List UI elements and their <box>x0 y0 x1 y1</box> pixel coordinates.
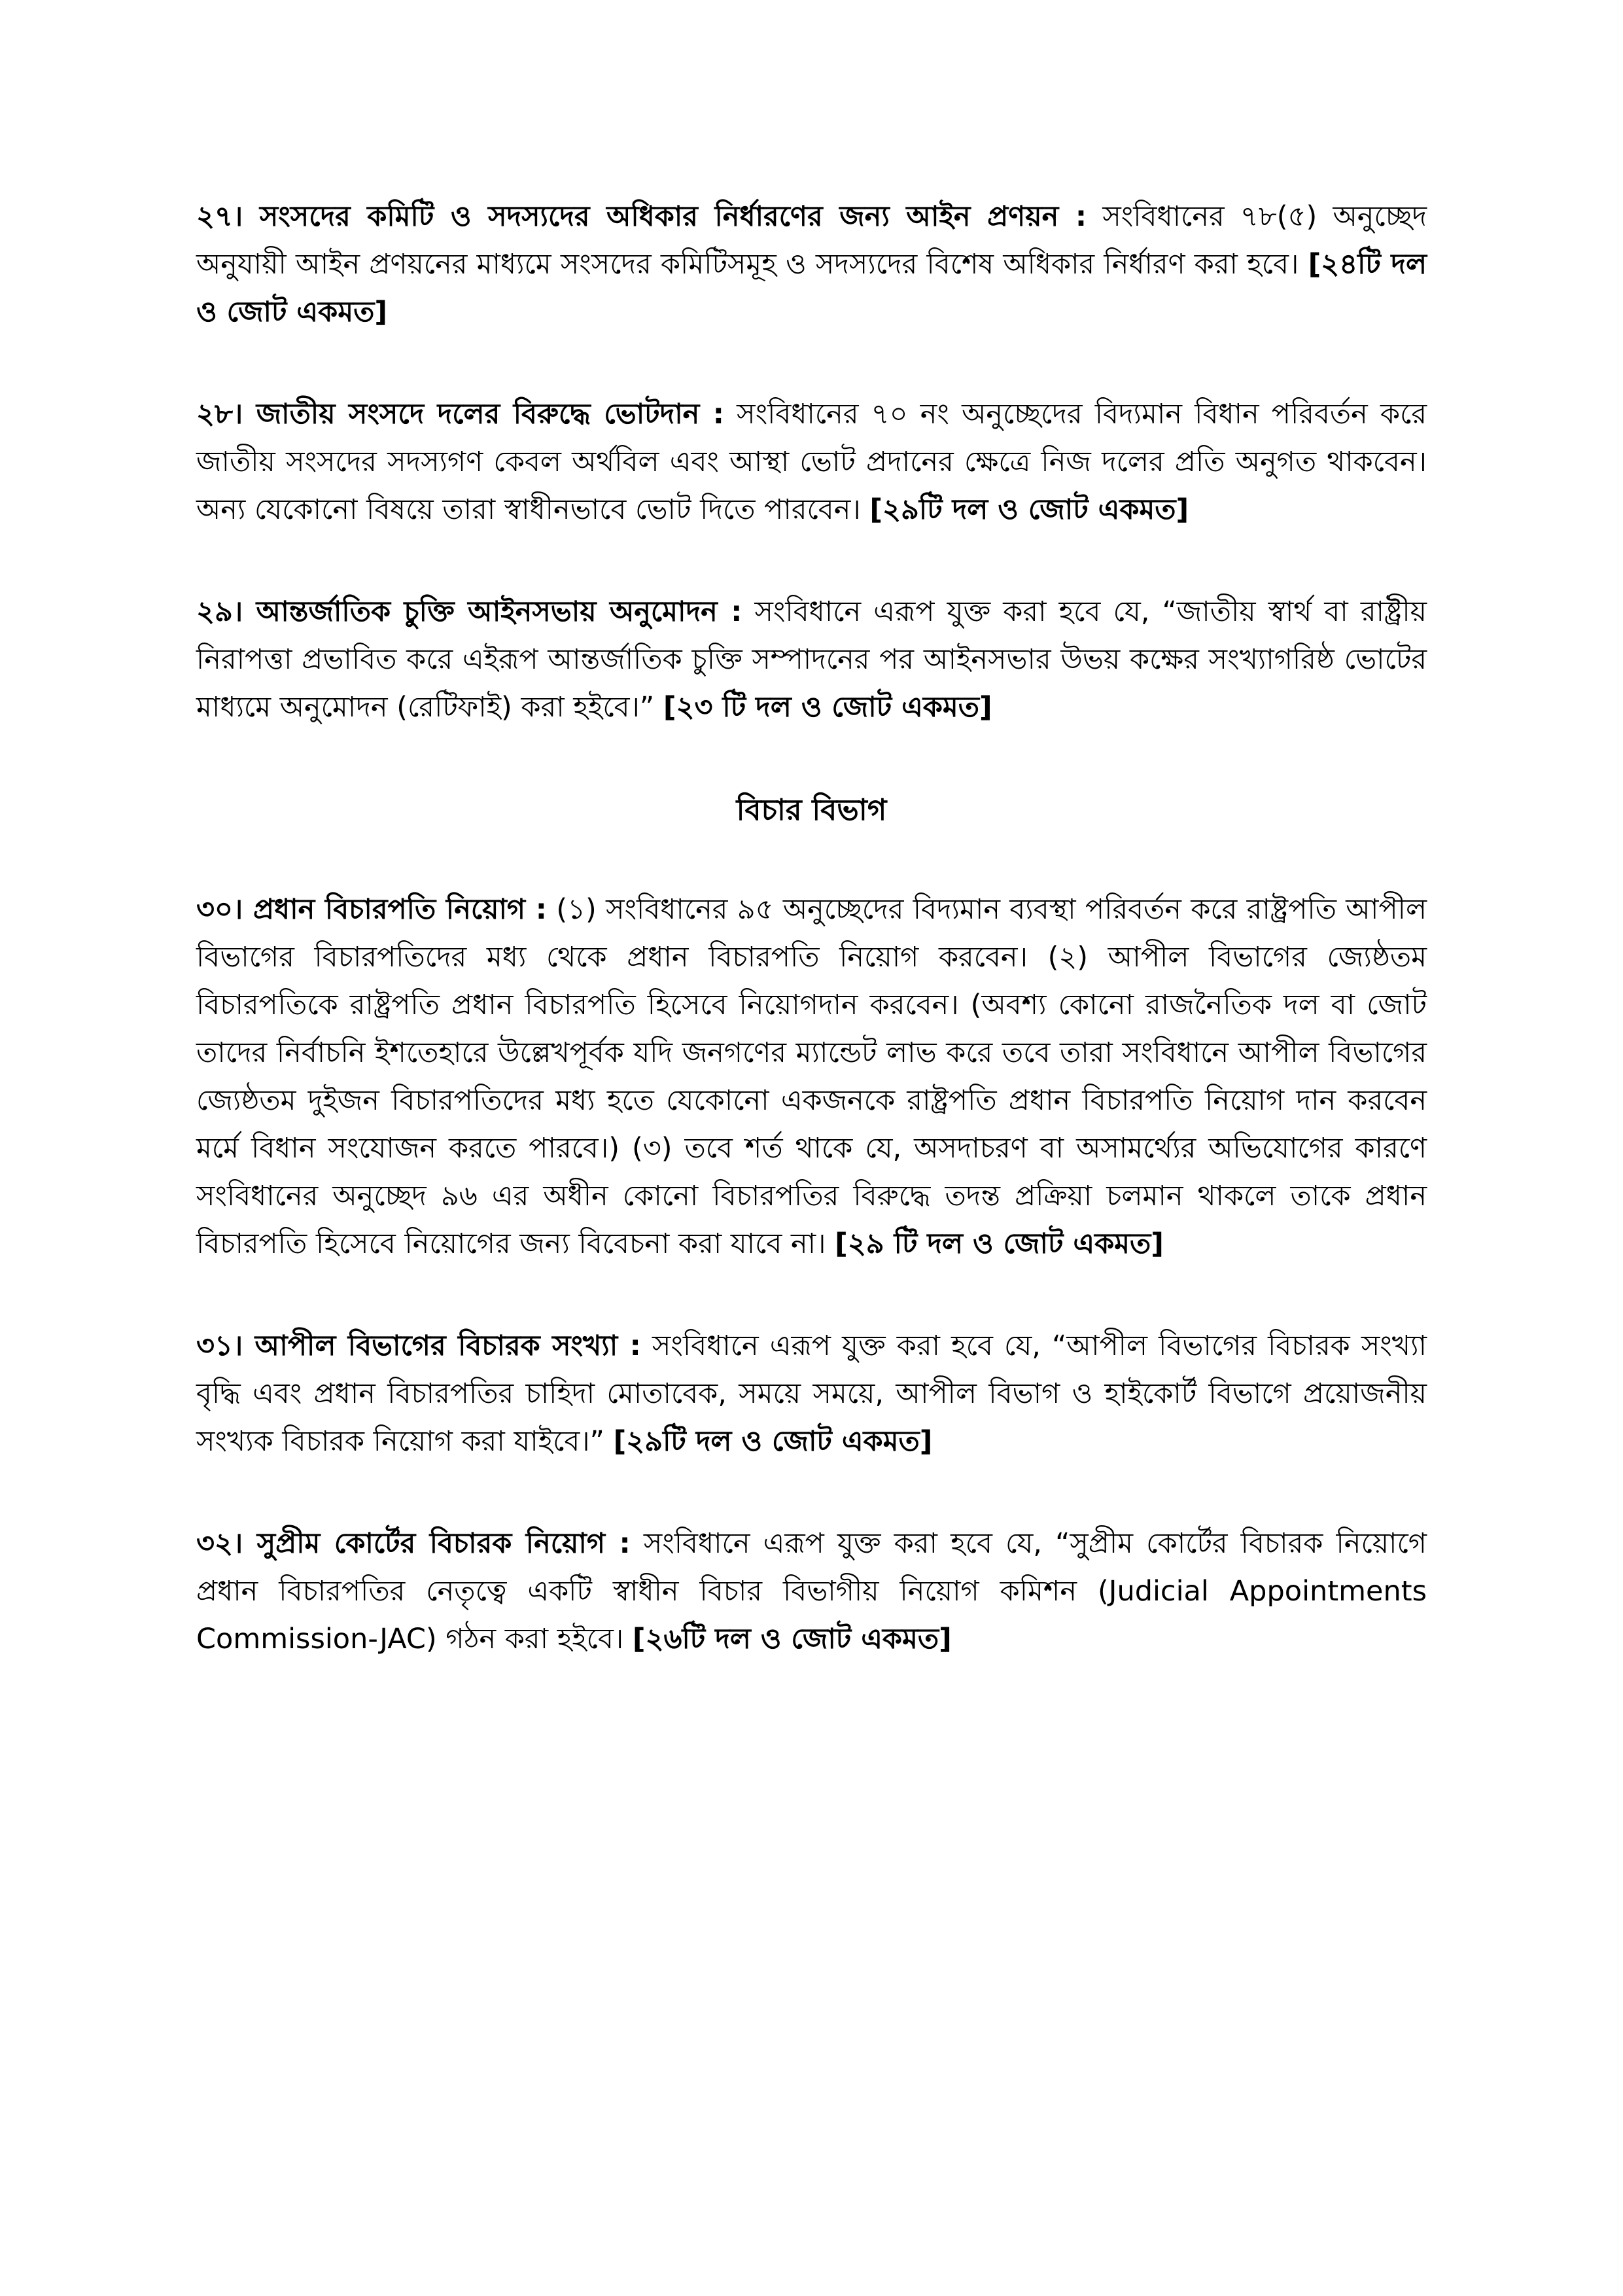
consensus-tag: [২৩ টি দল ও জোট একমত] <box>663 691 992 724</box>
clause-body: (১) সংবিধানের ৯৫ অনুচ্ছেদের বিদ্যমান ব্যবস্থা পরিবর্তন করে রাষ্ট্রপতি আপীল বিভাগের বিচারপতিদের মধ্য থেকে প্রধান বিচারপতি নিয়োগ করবেন। (২) আপীল বিভাগের জ্যেষ্ঠতম বিচারপতিকে রাষ্ট্রপতি প্রধান বিচারপতি হিসেবে নিয়োগদান করবেন। (অবশ্য কোনো রাজনৈতিক দল বা জোট তাদের নির্বাচনি ইশতেহারে উল্লেখপূর্বক যদি জনগণের ম্যান্ডেট লাভ করে তবে তারা সংবিধানে আপীল বিভাগের জ্যেষ্ঠতম দুইজন বিচারপতিদের মধ্য হতে যেকোনো একজনকে রাষ্ট্রপতি প্রধান বিচারপতি নিয়োগ দান করবেন মর্মে বিধান সংযোজন করতে পারবে।) (৩) তবে শর্ত থাকে যে, অসদাচরণ বা অসামর্থ্যের অভিযোগের কারণে সংবিধানের অনুচ্ছেদ ৯৬ এর অধীন কোনো বিচারপতির বিরুদ্ধে তদন্ত প্রক্রিয়া চলমান থাকলে তাকে প্রধান বিচারপতি হিসেবে নিয়োগের জন্য বিবেচনা করা যাবে না। <box>196 893 1427 1260</box>
clause-title: ৩২। সুপ্রীম কোর্টের বিচারক নিয়োগ : <box>196 1527 631 1560</box>
consensus-tag: [২৯টি দল ও জোট একমত] <box>613 1425 933 1458</box>
consensus-tag: [২৯টি দল ও জোট একমত] <box>869 493 1189 526</box>
consensus-tag: [২৬টি দল ও জোট একমত] <box>632 1623 952 1655</box>
clause-body: সংবিধানে এরূপ যুক্ত করা হবে যে, “আপীল বিভাগের বিচারক সংখ্যা বৃদ্ধি এবং প্রধান বিচারপতির চাহিদা মোতাবেক, সময়ে সময়ে, আপীল বিভাগ ও হাইকোর্ট বিভাগে প্রয়োজনীয় সংখ্যক বিচারক নিয়োগ করা যাইবে।” <box>196 1330 1427 1458</box>
section-heading-judiciary: বিচার বিভাগ <box>736 792 887 827</box>
clause-title: ৩০। প্রধান বিচারপতি নিয়োগ : <box>196 893 547 926</box>
clause-body: সংবিধানের ৭৮(৫) অনুচ্ছেদ অনুযায়ী আইন প্রণয়নের মাধ্যমে সংসদের কমিটিসমূহ ও সদস্যদের বিশেষ অধিকার নির্ধারণ করা হবে। <box>196 200 1427 281</box>
consensus-tag: [২৪টি দল ও জোট একমত] <box>196 248 1427 328</box>
clause-28 <box>196 391 1427 534</box>
clause-body: সংবিধানে এরূপ যুক্ত করা হবে যে, “জাতীয় স্বার্থ বা রাষ্ট্রীয় নিরাপত্তা প্রভাবিত করে এইরূপ আন্তর্জাতিক চুক্তি সম্পাদনের পর আইনসভার উভয় কক্ষের সংখ্যাগরিষ্ঠ ভোটের মাধ্যমে অনুমোদন (রেটিফাই) করা হইবে।” <box>196 595 1427 724</box>
clause-title: ২৯। আন্তর্জাতিক চুক্তি আইনসভায় অনুমোদন : <box>196 595 742 628</box>
clause-31 <box>196 1322 1427 1466</box>
clause-30 <box>196 886 1427 1268</box>
clause-27 <box>196 193 1427 336</box>
document-page <box>196 193 1427 1718</box>
clause-body: সংবিধানের ৭০ নং অনুচ্ছেদের বিদ্যমান বিধান পরিবর্তন করে জাতীয় সংসদের সদস্যগণ কেবল অর্থবিল এবং আস্থা ভোট প্রদানের ক্ষেত্রে নিজ দলের প্রতি অনুগত থাকবেন। অন্য যেকোনো বিষয়ে তারা স্বাধীনভাবে ভোট দিতে পারবেন। <box>196 398 1427 526</box>
clause-title: ২৮। জাতীয় সংসদে দলের বিরুদ্ধে ভোটদান : <box>196 398 725 431</box>
clause-body: সংবিধানে এরূপ যুক্ত করা হবে যে, “সুপ্রীম কোর্টের বিচারক নিয়োগে প্রধান বিচারপতির নেতৃত্বে একটি স্বাধীন বিচার বিভাগীয় নিয়োগ কমিশন (Judicial Appointments Commission-JAC) গঠন করা হইবে। <box>196 1527 1427 1655</box>
clause-32 <box>196 1520 1427 1663</box>
clause-29 <box>196 588 1427 732</box>
consensus-tag: [২৯ টি দল ও জোট একমত] <box>835 1227 1164 1260</box>
clause-title: ২৭। সংসদের কমিটি ও সদস্যদের অধিকার নির্ধারণের জন্য আইন প্রণয়ন : <box>196 200 1087 233</box>
clause-title: ৩১। আপীল বিভাগের বিচারক সংখ্যা : <box>196 1330 641 1362</box>
